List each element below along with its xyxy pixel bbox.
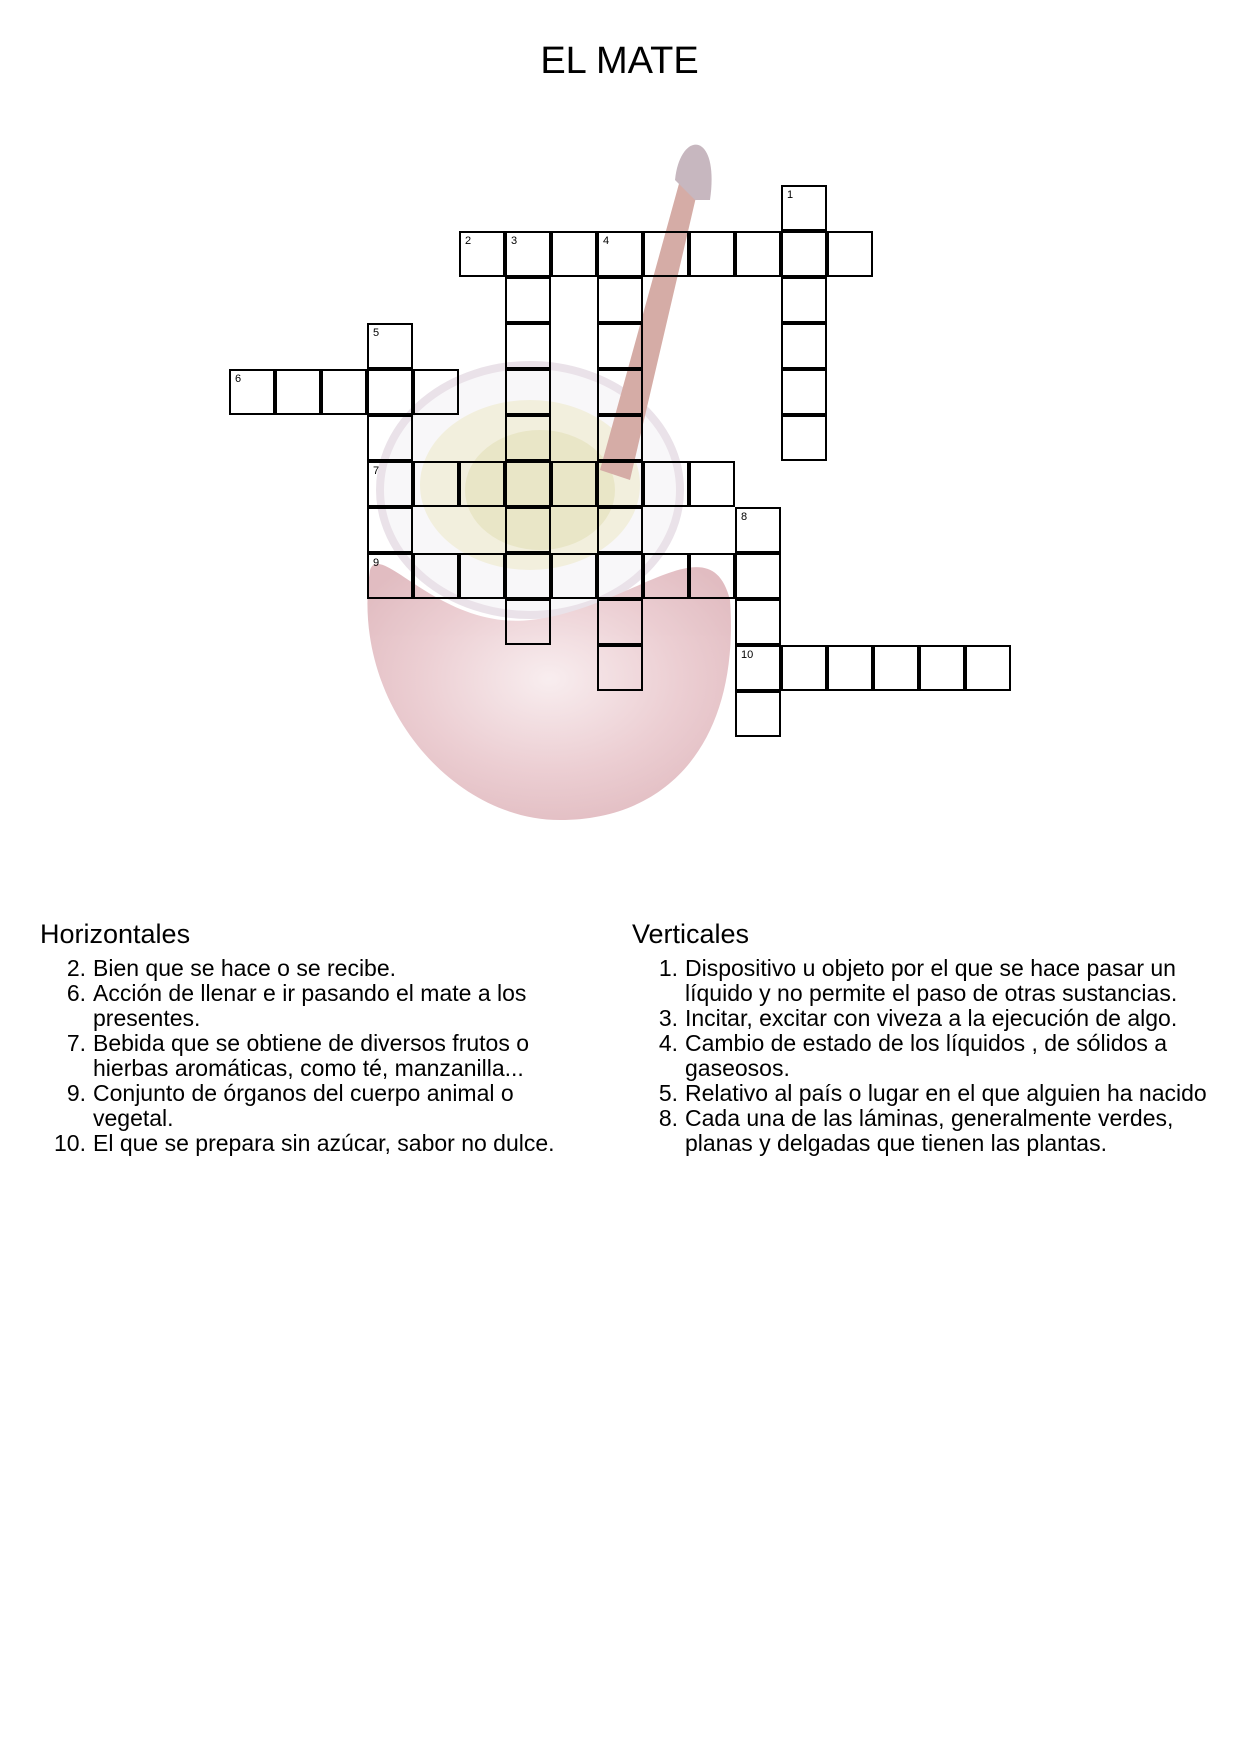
crossword-cell[interactable]	[505, 461, 551, 507]
crossword-cell[interactable]	[643, 231, 689, 277]
clue-number: 5.	[658, 1080, 678, 1106]
across-clues	[40, 918, 600, 1156]
crossword-cell[interactable]	[505, 323, 551, 369]
crossword-cell[interactable]	[781, 231, 827, 277]
clue-item	[632, 1081, 1212, 1106]
crossword-cell[interactable]	[505, 369, 551, 415]
crossword-cell[interactable]	[597, 231, 643, 277]
across-heading: Horizontales	[40, 919, 191, 949]
crossword-cell[interactable]	[781, 645, 827, 691]
crossword-cell[interactable]	[275, 369, 321, 415]
crossword-cell[interactable]	[781, 415, 827, 461]
crossword-cell[interactable]	[551, 553, 597, 599]
crossword-cell[interactable]	[597, 277, 643, 323]
crossword-cell[interactable]	[505, 231, 551, 277]
crossword-cell[interactable]	[735, 691, 781, 737]
crossword-cell[interactable]	[873, 645, 919, 691]
clue-text: Bien que se hace o se recibe.	[93, 955, 397, 981]
crossword-cell[interactable]	[643, 553, 689, 599]
clue-text: Cada una de las láminas, generalmente verdes, planas y delgadas que tienen las plantas.	[685, 1105, 1174, 1156]
clue-number: 4.	[658, 1030, 678, 1056]
crossword-cell[interactable]	[965, 645, 1011, 691]
crossword-cell[interactable]	[689, 461, 735, 507]
crossword-cell[interactable]	[505, 415, 551, 461]
crossword-cell[interactable]	[689, 553, 735, 599]
crossword-cell[interactable]	[597, 599, 643, 645]
clue-number: 10.	[54, 1130, 86, 1156]
clue-number: 2.	[66, 955, 86, 981]
clue-number: 1.	[658, 955, 678, 981]
down-clues	[632, 918, 1212, 1156]
crossword-cell[interactable]	[597, 507, 643, 553]
crossword-cell[interactable]	[781, 185, 827, 231]
crossword-cell[interactable]	[781, 369, 827, 415]
clue-number: 6.	[66, 980, 86, 1006]
crossword-cell[interactable]	[505, 553, 551, 599]
cell-number: 3	[511, 235, 518, 247]
crossword-cell[interactable]	[919, 645, 965, 691]
clue-number: 7.	[66, 1030, 86, 1056]
crossword-cell[interactable]	[597, 415, 643, 461]
clue-text: Cambio de estado de los líquidos , de sólidos a gaseosos.	[685, 1030, 1168, 1081]
crossword-cell[interactable]	[367, 553, 413, 599]
crossword-cell[interactable]	[781, 323, 827, 369]
cell-number: 2	[465, 235, 472, 247]
clue-item	[632, 956, 1212, 1006]
clue-text: El que se prepara sin azúcar, sabor no dulce.	[93, 1130, 555, 1156]
cell-number: 1	[787, 189, 794, 201]
clue-item	[632, 1106, 1212, 1156]
down-heading: Verticales	[632, 919, 750, 949]
crossword-cell[interactable]	[827, 231, 873, 277]
crossword-cell[interactable]	[597, 461, 643, 507]
clue-number: 3.	[658, 1005, 678, 1031]
cell-number: 6	[235, 373, 242, 385]
crossword-cell[interactable]	[597, 323, 643, 369]
page-title: EL MATE	[540, 40, 699, 82]
crossword-cell[interactable]	[597, 645, 643, 691]
cell-number: 5	[373, 327, 380, 339]
crossword-cell[interactable]	[597, 369, 643, 415]
clue-text: Acción de llenar e ir pasando el mate a los presentes.	[93, 980, 527, 1031]
crossword-cell[interactable]	[367, 507, 413, 553]
crossword-cell[interactable]	[689, 231, 735, 277]
cell-number: 9	[373, 557, 380, 569]
crossword-cell[interactable]	[413, 461, 459, 507]
crossword-cell[interactable]	[781, 277, 827, 323]
clue-item	[40, 981, 600, 1031]
crossword-cell[interactable]	[643, 461, 689, 507]
clue-text: Bebida que se obtiene de diversos frutos o hierbas aromáticas, como té, manzanilla...	[93, 1030, 530, 1081]
cell-number: 4	[603, 235, 610, 247]
crossword-cell[interactable]	[367, 369, 413, 415]
crossword-cell[interactable]	[735, 645, 781, 691]
crossword-cell[interactable]	[735, 599, 781, 645]
clue-item	[40, 1031, 600, 1081]
crossword-cell[interactable]	[735, 553, 781, 599]
clue-item	[632, 1006, 1212, 1031]
crossword-cell[interactable]	[551, 461, 597, 507]
crossword-cell[interactable]	[735, 231, 781, 277]
crossword-cell[interactable]	[321, 369, 367, 415]
cell-number: 10	[741, 649, 754, 661]
clue-item	[40, 1131, 600, 1156]
crossword-cell[interactable]	[505, 599, 551, 645]
crossword-cell[interactable]	[459, 461, 505, 507]
crossword-cell[interactable]	[827, 645, 873, 691]
clue-text: Incitar, excitar con viveza a la ejecución de algo.	[685, 1005, 1178, 1031]
crossword-cell[interactable]	[367, 323, 413, 369]
cell-number: 8	[741, 511, 748, 523]
crossword-cell[interactable]	[459, 553, 505, 599]
crossword-cell[interactable]	[597, 553, 643, 599]
cell-number: 7	[373, 465, 380, 477]
clue-text: Dispositivo u objeto por el que se hace pasar un líquido y no permite el paso de otras sustancias.	[685, 955, 1178, 1006]
clue-number: 9.	[66, 1080, 86, 1106]
clue-item	[40, 1081, 600, 1131]
clue-item	[632, 1031, 1212, 1081]
crossword-cell[interactable]	[505, 277, 551, 323]
crossword-cell[interactable]	[551, 231, 597, 277]
clue-text: Conjunto de órganos del cuerpo animal o vegetal.	[93, 1080, 514, 1131]
crossword-cell[interactable]	[413, 553, 459, 599]
crossword-cell[interactable]	[229, 369, 275, 415]
clue-text: Relativo al país o lugar en el que alguien ha nacido	[685, 1080, 1207, 1106]
crossword-cell[interactable]	[735, 507, 781, 553]
clue-number: 8.	[658, 1105, 678, 1131]
clue-item	[40, 956, 600, 981]
crossword-grid	[0, 0, 1239, 760]
crossword-cell[interactable]	[505, 507, 551, 553]
crossword-cell[interactable]	[367, 415, 413, 461]
crossword-cell[interactable]	[459, 231, 505, 277]
crossword-cell[interactable]	[413, 369, 459, 415]
crossword-cell[interactable]	[367, 461, 413, 507]
